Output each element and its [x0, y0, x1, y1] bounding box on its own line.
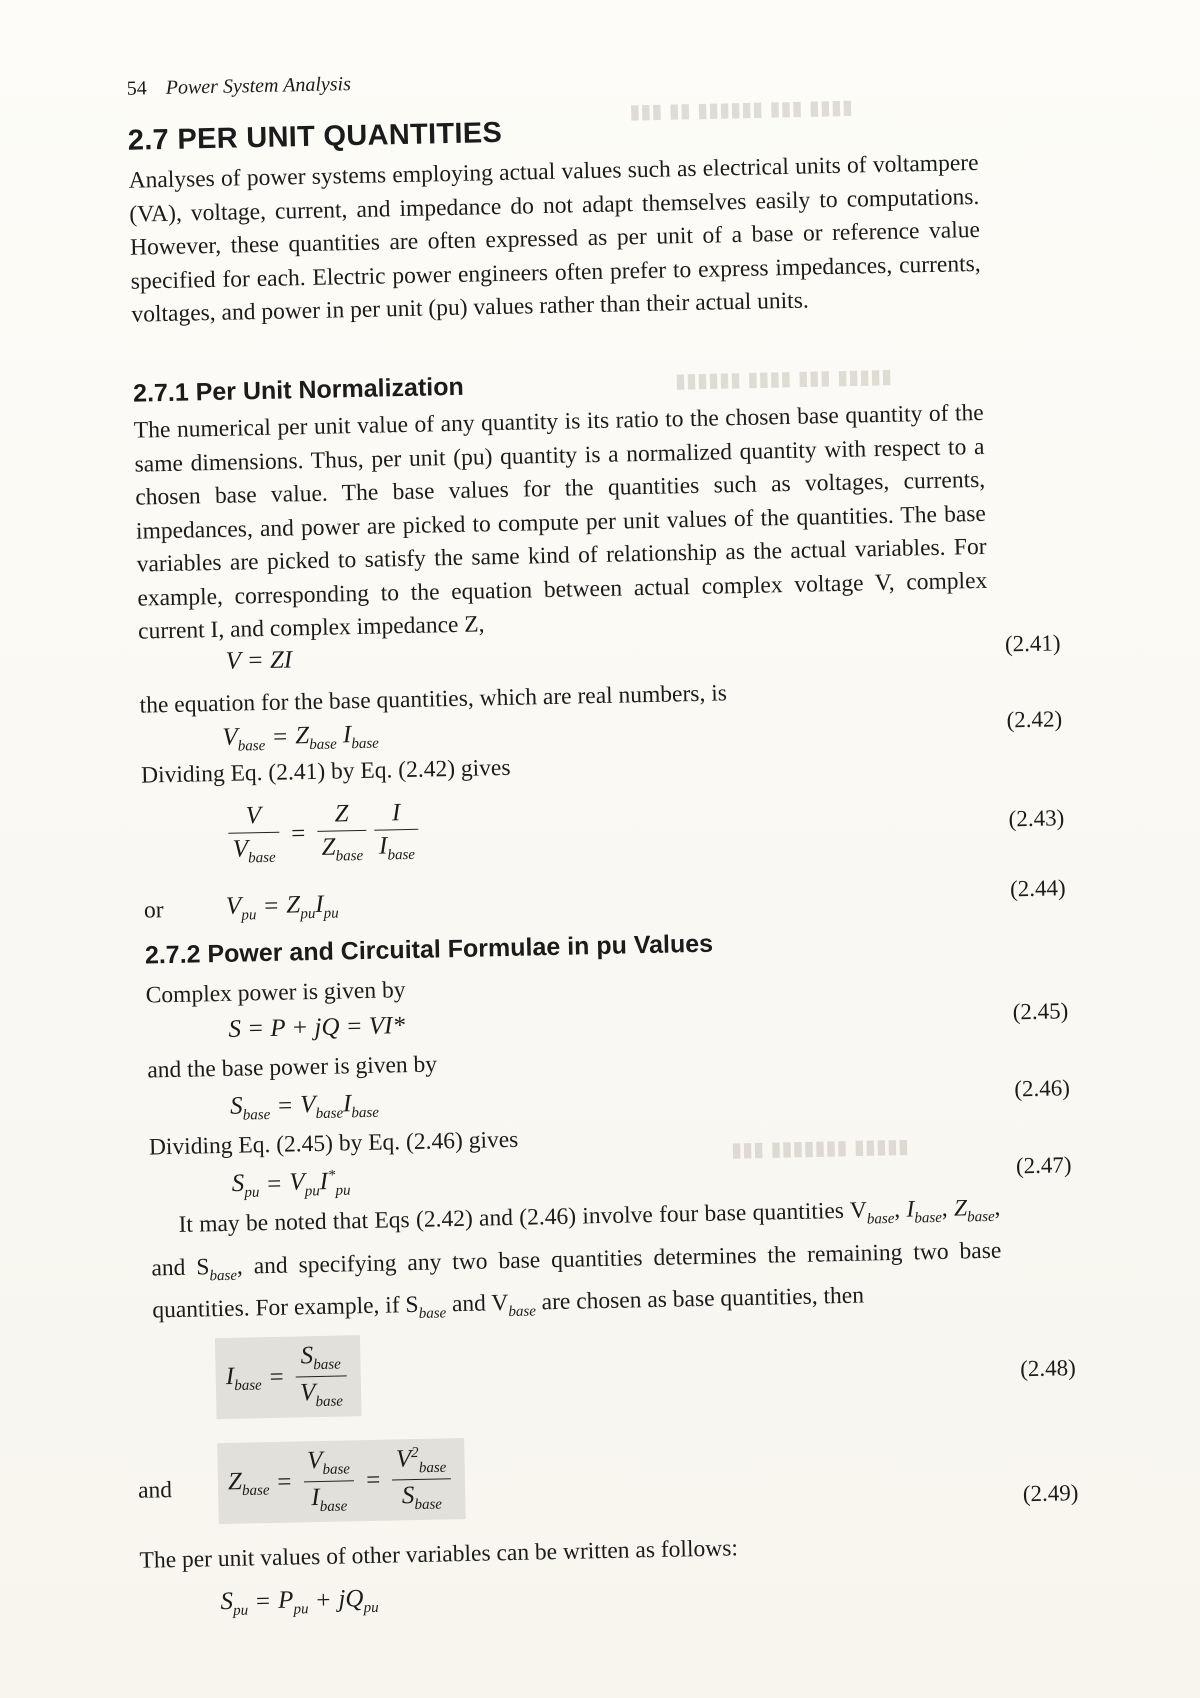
- paragraph-text: It may be noted that Eqs (2.42) and (2.46) involve four base quantities V: [178, 1197, 868, 1238]
- subscript: base: [508, 1303, 537, 1321]
- subscript: pu: [293, 1601, 309, 1618]
- subscript: base: [315, 1393, 344, 1411]
- eq-v-zi: V = ZI: [225, 646, 293, 675]
- subscript: base: [914, 1209, 943, 1227]
- eq-base-relation: $V_{base} = Z_{base}$ $I_{base}$: [222, 721, 380, 755]
- subscript: pu: [232, 1602, 249, 1619]
- subscript: base: [866, 1210, 895, 1228]
- page-header: [127, 73, 352, 101]
- subscript: base: [241, 1482, 270, 1500]
- closing-text: The per unit values of other variables can be written as follows:: [139, 1535, 739, 1574]
- page-number: 54: [126, 77, 147, 100]
- subscript: base: [335, 847, 364, 865]
- equation-2-48: [135, 1320, 1086, 1420]
- subscript: base: [387, 846, 416, 864]
- paragraph-text: and S: [151, 1253, 210, 1281]
- equation-2-49: [137, 1425, 1089, 1535]
- paragraph-text: are chosen as base quantities, then: [541, 1282, 865, 1316]
- subscript: base: [309, 736, 337, 754]
- intro-paragraph: Analyses of power systems employing actual values such as electrical units of voltampere (VA), voltage, current, and impedance do not adapt themselves easily to computations. However, these quantities are often expressed as per unit of a base or reference value specified for each. Electric power engineers often prefer to express impedances, currents, voltages, and power in per unit (pu) values rather than their actual units.: [128, 149, 981, 328]
- subscript: base: [351, 735, 380, 753]
- book-page: [108, 30, 1092, 1690]
- subscript: pu: [323, 905, 339, 922]
- subscript: base: [209, 1267, 238, 1284]
- eq-base-power: $S_{base} = V_{base}I_{base}$: [229, 1090, 380, 1124]
- subscript: base: [319, 1498, 348, 1516]
- subscript: base: [967, 1208, 995, 1226]
- subscript: base: [315, 1105, 344, 1123]
- subscript: base: [234, 1377, 262, 1395]
- eq-number: (2.43): [1008, 805, 1065, 832]
- and-label: and: [137, 1477, 173, 1504]
- eq-number: (2.49): [1022, 1480, 1079, 1507]
- normalization-paragraph: The numerical per unit value of any quantity is its ratio to the chosen base quantity of the same dimensions. Thus, per unit (pu) quantity is a normalized quantity with respect to a chosen base value. The base values for the quantities such as voltages, currents, impedances, and power are picked to compute per unit values of the quantities. The base variables are picked to satisfy the same kind of relationship as the actual variables. For example, corresponding to the equation between actual complex voltage V, complex current I, and complex impedance Z,: [133, 399, 988, 645]
- subscript: base: [313, 1356, 342, 1374]
- base-power-text: and the base power is given by: [147, 1051, 438, 1084]
- eq-base-current: $I_{base}$ = $\frac{S_{base}}{V_{base}}$: [215, 1335, 361, 1419]
- base-quantities-paragraph: It may be noted that Eqs (2.42) and (2.46) involve four base quantities $V_{base}$, $I_{base}$, $Z_{base}$, and $S_{base}$, and specifying any two base quantities determines the remaining two base quantities. For example, if $S_{base}$ and $V_{base}$ are chosen as base quantities, then: [151, 1194, 1002, 1324]
- or-label: or: [143, 897, 164, 924]
- eq-number: (2.42): [1006, 706, 1063, 733]
- subsection-title-2: 2.7.2 Power and Circuital Formulae in pu Values: [144, 929, 714, 970]
- subscript: pu: [244, 1184, 260, 1201]
- eq-number: (2.44): [1009, 875, 1066, 902]
- subscript: base: [418, 1305, 447, 1322]
- eq-spu: $S_{pu} = P_{pu} + jQ_{pu}$: [220, 1585, 379, 1619]
- bleed-through: ▮▮▮▮▮ ▮▮▮▮▮▮▮ ▮▮▮: [730, 1133, 910, 1162]
- eq-number: (2.48): [1019, 1355, 1076, 1382]
- subscript: pu: [304, 1183, 320, 1200]
- subscript: pu: [241, 907, 257, 924]
- dividing-text-1: Dividing Eq. (2.41) by Eq. (2.42) gives: [140, 754, 511, 789]
- dividing-text-2: Dividing Eq. (2.45) by Eq. (2.46) gives: [148, 1126, 519, 1161]
- running-title: Power System Analysis: [165, 73, 352, 99]
- subscript: base: [351, 1104, 380, 1122]
- eq-number: (2.47): [1015, 1152, 1072, 1179]
- eq-number: (2.45): [1012, 998, 1069, 1025]
- equation-pu-power-components: [140, 1570, 1091, 1630]
- bleed-through: ▮▮▮▮▮ ▮▮▮ ▮▮▮▮ ▮▮▮▮▮▮: [674, 363, 893, 393]
- section-title: 2.7 PER UNIT QUANTITIES: [127, 116, 503, 157]
- complex-power-text: Complex power is given by: [145, 977, 406, 1009]
- eq-pu-relation: $V_{pu} = Z_{pu}I_{pu}$: [225, 890, 339, 924]
- subscript: pu: [300, 905, 316, 923]
- subsection-title-1: 2.7.1 Per Unit Normalization: [132, 372, 464, 408]
- subscript: base: [237, 737, 266, 755]
- eq-complex-power: S = P + jQ = VI*: [228, 1012, 406, 1043]
- eq-pu-power: $S_{pu} = V_{pu}I^*_{pu}$: [231, 1167, 351, 1201]
- paragraph-text: , and specifying any two base quantities determines the remaining two base quantities. For example, if S: [152, 1237, 1002, 1324]
- subscript: base: [248, 849, 276, 867]
- eq-base-impedance: $Z_{base}$ = $\frac{V_{base}}{I_{base}}$ = $\frac{V^2_{base}}{S_{base}}$: [217, 1438, 465, 1524]
- base-quantities-text: the equation for the base quantities, which are real numbers, is: [139, 680, 728, 719]
- eq-ratio: $\frac{V}{V_{base}}$ = $\frac{Z}{Z_{base}}$ $\frac{I}{I_{base}}$: [224, 799, 423, 868]
- subscript: base: [322, 1461, 351, 1479]
- subscript: base: [242, 1106, 271, 1124]
- subscript: base: [414, 1496, 443, 1514]
- eq-number: (2.46): [1014, 1075, 1071, 1102]
- bleed-through: ▮▮▮▮ ▮▮▮ ▮▮▮▮▮▮ ▮▮ ▮▮▮: [629, 94, 854, 124]
- paragraph-text: and V: [451, 1290, 509, 1318]
- subscript: pu: [363, 1599, 379, 1617]
- subscript: pu: [335, 1182, 351, 1199]
- subscript: base: [418, 1459, 447, 1477]
- equation-2-44: [126, 875, 1077, 935]
- equation-2-43: [124, 785, 1075, 885]
- eq-number: (2.41): [1004, 630, 1061, 657]
